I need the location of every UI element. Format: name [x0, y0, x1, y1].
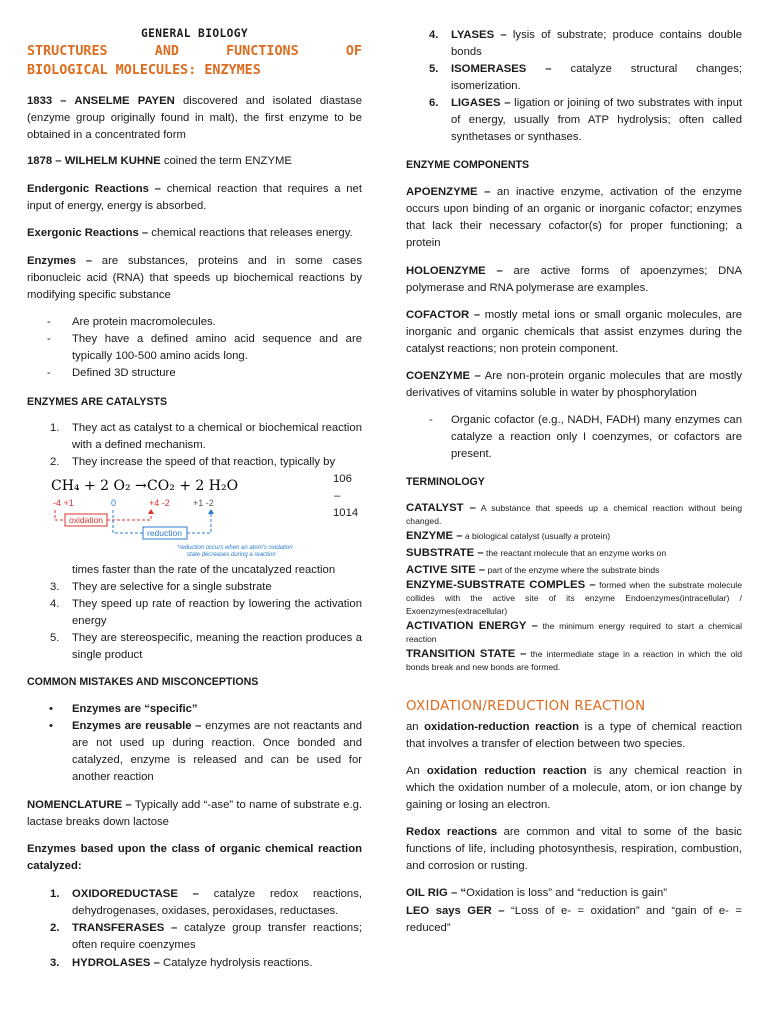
range-bottom: 1014 [333, 507, 359, 519]
redox-paragraph-3: Redox reactions are common and vital to some of the basic functions of life, including photosynthesis, respiration, combustion, and corrosion or rusting. [406, 826, 742, 872]
title-word: STRUCTURES [27, 44, 108, 59]
list-item: They speed up rate of reaction by lowering the activation energy [72, 598, 362, 627]
components-heading: ENZYME COMPONENTS [406, 159, 530, 171]
nomenclature-paragraph: NOMENCLATURE – Typically add “-ase” to name of substrate e.g. lactase breaks down lactose [27, 799, 362, 828]
oxidation-arrow [107, 511, 151, 520]
redox-paragraph-2: An oxidation reduction reaction is any chemical reaction in which the oxidation number of a molecule, atom, or ion change by gaining or losing an electron. [406, 765, 742, 811]
dash-bullet: - [47, 333, 51, 345]
equation-note: *reduction occurs when an atom's oxidation [177, 545, 293, 551]
left-column [27, 0, 362, 1024]
equation-note: state decreases during a reaction [187, 552, 276, 558]
oxidation-arrowhead [148, 509, 154, 514]
ox-number: -4 +1 [53, 498, 74, 508]
list-item: They are stereospecific, meaning the reaction produces a single product [72, 632, 362, 661]
mistakes-heading: COMMON MISTAKES AND MISCONCEPTIONS [27, 676, 259, 688]
term-active-site: ACTIVE SITE – part of the enzyme where the substrate binds [406, 564, 660, 576]
term-activation-energy: ACTIVATION ENERGY – the minimum energy required to start a chemical reaction [406, 620, 743, 644]
list-item: Enzymes are “specific” [72, 703, 198, 715]
list-item: Organic cofactor (e.g., NADH, FADH) many enzymes can catalyze a reaction only I coenzymes, or cofactors are present. [451, 414, 742, 460]
reduction-connector [113, 510, 143, 533]
dash-bullet: - [47, 367, 51, 379]
list-item: LYASES – lysis of substrate; produce contains double bonds [451, 29, 743, 58]
bullet-dot: • [49, 720, 53, 732]
document-title-line1 [27, 43, 362, 61]
list-number: 2. [50, 456, 60, 468]
list-number: 4. [50, 598, 60, 610]
reduction-arrow [187, 511, 211, 533]
list-item: They have a defined amino acid sequence and are typically 100-500 amino acids long. [72, 333, 362, 362]
cofactor-paragraph: COFACTOR – mostly metal ions or small organic molecules, are inorganic and organic chemicals that assist enzymes during the catalyst reactions; non protein component. [406, 309, 742, 355]
list-item: They act as catalyst to a chemical or biochemical reaction with a defined mechanism. [72, 422, 362, 451]
dash-bullet: - [429, 414, 433, 426]
oxidation-label: oxidation [69, 515, 104, 525]
redox-heading: OXIDATION/REDUCTION REACTION [406, 699, 646, 714]
bullet-dot: • [49, 703, 53, 715]
title-word: FUNCTIONS [226, 44, 299, 59]
range-top: 106 [333, 473, 352, 485]
list-item: HYDROLASES – Catalyze hydrolysis reactions. [72, 957, 313, 969]
list-item: OXIDOREDUCTASE – catalyze redox reactions, dehydrogenases, oxidases, peroxidases, reductases. [72, 888, 362, 917]
list-number: 2. [50, 922, 60, 934]
list-number: 5. [50, 632, 60, 644]
term-catalyst: CATALYST – A substance that speeds up a chemical reaction without being changed. [406, 502, 742, 526]
term-substrate: SUBSTRATE – the reactant molecule that an enzyme works on [406, 547, 667, 559]
range-dash: – [334, 490, 341, 502]
list-item: Defined 3D structure [72, 367, 176, 379]
oxidation-connector [55, 510, 65, 520]
term-transition-state: TRANSITION STATE – the intermediate stage in a reaction in which the old bonds break and new bonds are formed. [406, 648, 742, 672]
terminology-list [406, 502, 742, 674]
kuhne-paragraph: 1878 – WILHELM KUHNE coined the term ENZYME [27, 155, 292, 167]
apoenzyme-paragraph: APOENZYME – an inactive enzyme, activation of the enzyme occurs upon binding of an organic or inorganic cofactor; enzymes that lack their necessary cofactor(s) for proper functioning; a protein [406, 186, 742, 249]
enzymes-definition: Enzymes – are substances, proteins and in some cases ribonucleic acid (RNA) that speeds up biochemical reactions by modifying specific substance [27, 255, 362, 301]
list-item: TRANSFERASES – catalyze group transfer reactions; often require coenzymes [72, 922, 362, 951]
redox-equation-figure [27, 473, 307, 559]
reduction-label: reduction [147, 528, 182, 538]
list-number: 6. [429, 97, 439, 109]
course-title: GENERAL BIOLOGY [140, 27, 249, 40]
list-item: LIGASES – ligation or joining of two substrates with input of energy, usually from ATP hydrolysis; often called synthetases or synthases. [451, 97, 742, 143]
document-title-line2: BIOLOGICAL MOLECULES: ENZYMES [27, 63, 261, 78]
list-number: 1. [50, 888, 60, 900]
payen-paragraph: 1833 – ANSELME PAYEN discovered and isolated diastase (enzyme group originally found in malt), the first enzyme to be obtained in a concentrated form [27, 95, 362, 141]
ox-number: +1 -2 [193, 498, 214, 508]
redox-paragraph-1: an oxidation-reduction reaction is a type of chemical reaction that involves a transfer of election between two species. [406, 721, 742, 750]
exergonic-paragraph: Exergonic Reactions – chemical reactions that releases energy. [27, 227, 353, 239]
list-number: 5. [429, 63, 439, 75]
class-heading: Enzymes based upon the class of organic chemical reaction catalyzed: [27, 843, 362, 872]
list-number: 1. [50, 422, 60, 434]
catalysts-heading: ENZYMES ARE CATALYSTS [27, 396, 168, 408]
equation-rhs: CO₂ + 2 H₂O [147, 478, 239, 494]
title-word: AND [154, 44, 179, 59]
equation-svg [27, 473, 307, 559]
ox-number: 0 [111, 498, 117, 508]
list-number: 3. [50, 957, 60, 969]
reduction-arrowhead [208, 509, 214, 514]
holoenzyme-paragraph: HOLOENZYME – are active forms of apoenzymes; DNA polymerase and RNA polymerase are examples. [406, 265, 742, 294]
list-item: ISOMERASES – catalyze structural changes; isomerization. [451, 63, 743, 92]
list-number: 4. [429, 29, 439, 41]
list-item: They are selective for a single substrate [72, 581, 272, 593]
list-item: Are protein macromolecules. [72, 316, 216, 328]
terminology-heading: TERMINOLOGY [406, 476, 485, 488]
list-item: They increase the speed of that reaction, typically by [72, 456, 336, 468]
list-number: 3. [50, 581, 60, 593]
dash-bullet: - [47, 316, 51, 328]
coenzyme-paragraph: COENZYME – Are non-protein organic molecules that are mostly derivatives of vitamins soluble in water by phosphorylation [406, 370, 742, 399]
title-word: OF [345, 44, 362, 59]
list-item: times faster than the rate of the uncatalyzed reaction [72, 564, 336, 576]
ox-number: +4 -2 [149, 498, 170, 508]
oil-rig-line: OIL RIG – “Oxidation is loss” and “reduction is gain” [406, 887, 667, 899]
list-item: Enzymes are reusable – enzymes are not reactants and are not used up during reaction. Once bonded and catalyzed, enzyme is released and can be used for another reaction [72, 720, 363, 783]
equation-lhs: CH₄ + 2 O₂ → [51, 478, 147, 494]
term-enzyme-substrate-complex: ENZYME-SUBSTRATE COMPLES – formed when the substrate molecule collides with the active site of its enzyme Endoenzymes(intracellular) / Exoenzymes(extracellular) [406, 579, 742, 616]
endergonic-paragraph: Endergonic Reactions – chemical reaction that requires a net input of energy, energy is absorbed. [27, 183, 362, 212]
leo-ger-line: LEO says GER – “Loss of e- = oxidation” and “gain of e- = reduced” [406, 905, 742, 934]
right-column [406, 0, 742, 1024]
term-enzyme: ENZYME – a biological catalyst (usually a protein) [406, 530, 611, 542]
